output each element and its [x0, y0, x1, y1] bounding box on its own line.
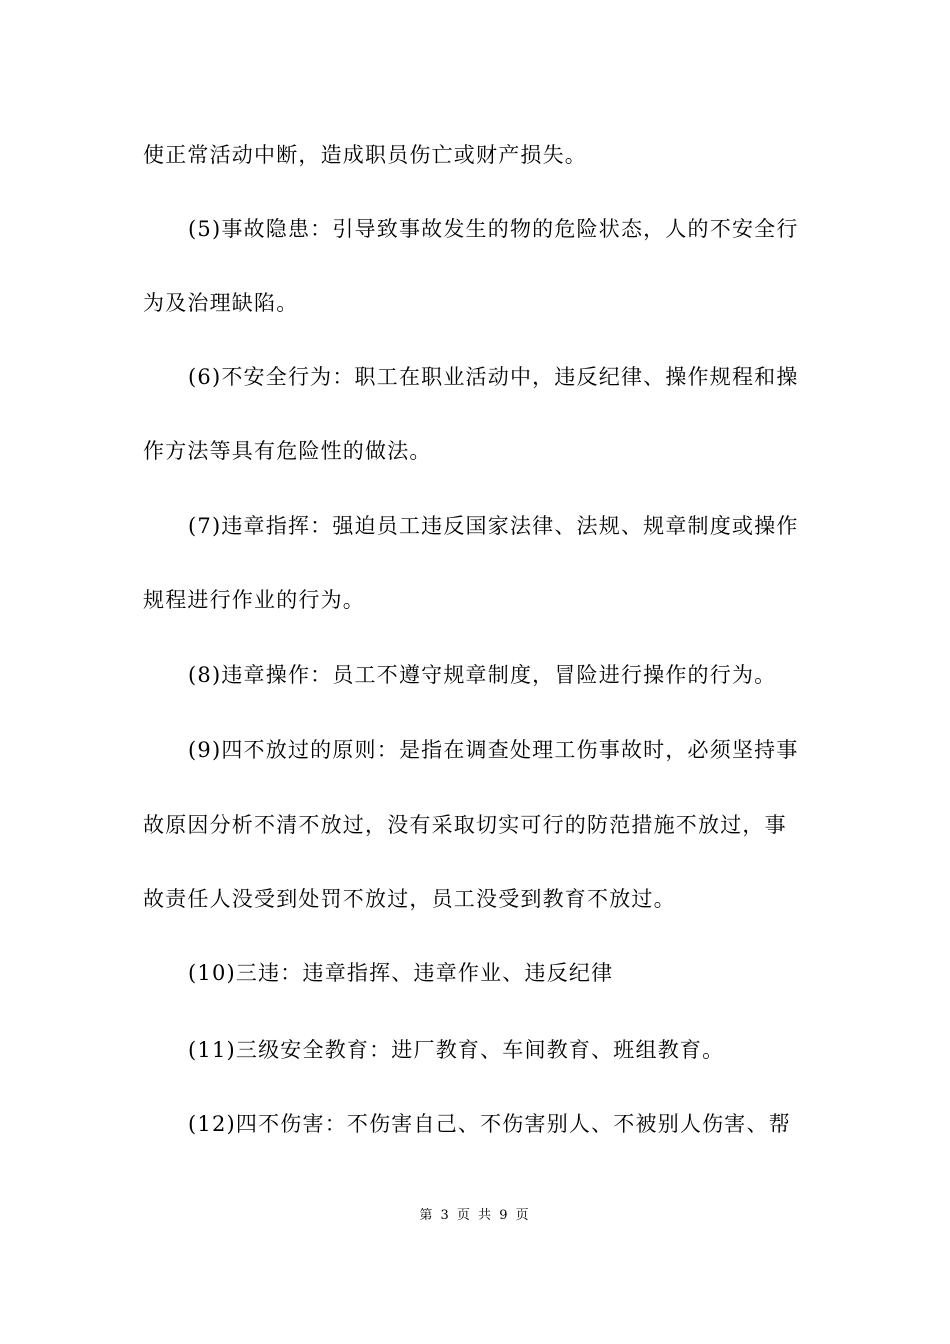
body-line-12: (10)三违：违章指挥、违章作业、违反纪律 — [188, 961, 614, 985]
body-line-8: (8)违章操作：员工不遵守规章制度，冒险进行操作的行为。 — [188, 663, 777, 687]
page-footer — [0, 1207, 950, 1225]
body-line-2: (5)事故隐患：引导致事故发生的物的危险状态，人的不安全行 — [188, 217, 799, 241]
body-line-3: 为及治理缺陷。 — [143, 291, 299, 315]
body-line-7: 规程进行作业的行为。 — [143, 588, 365, 612]
body-line-6: (7)违章指挥：强迫员工违反国家法律、法规、规章制度或操作 — [188, 514, 799, 538]
body-line-4: (6)不安全行为：职工在职业活动中，违反纪律、操作规程和操 — [188, 365, 799, 389]
body-line-11: 故责任人没受到处罚不放过，员工没受到教育不放过。 — [143, 887, 676, 911]
page-number-label: 第 3 页 共 9 页 — [419, 1208, 531, 1223]
body-line-5: 作方法等具有危险性的做法。 — [143, 439, 432, 463]
body-line-1: 使正常活动中断，造成职员伤亡或财产损失。 — [143, 143, 587, 167]
body-line-13: (11)三级安全教育：进厂教育、车间教育、班组教育。 — [188, 1038, 725, 1062]
body-line-10: 故原因分析不清不放过，没有采取切实可行的防范措施不放过，事 — [143, 813, 787, 837]
body-line-14: (12)四不伤害：不伤害自己、不伤害别人、不被别人伤害、帮 — [188, 1112, 791, 1136]
body-line-9: (9)四不放过的原则：是指在调查处理工伤事故时，必须坚持事 — [188, 738, 799, 762]
